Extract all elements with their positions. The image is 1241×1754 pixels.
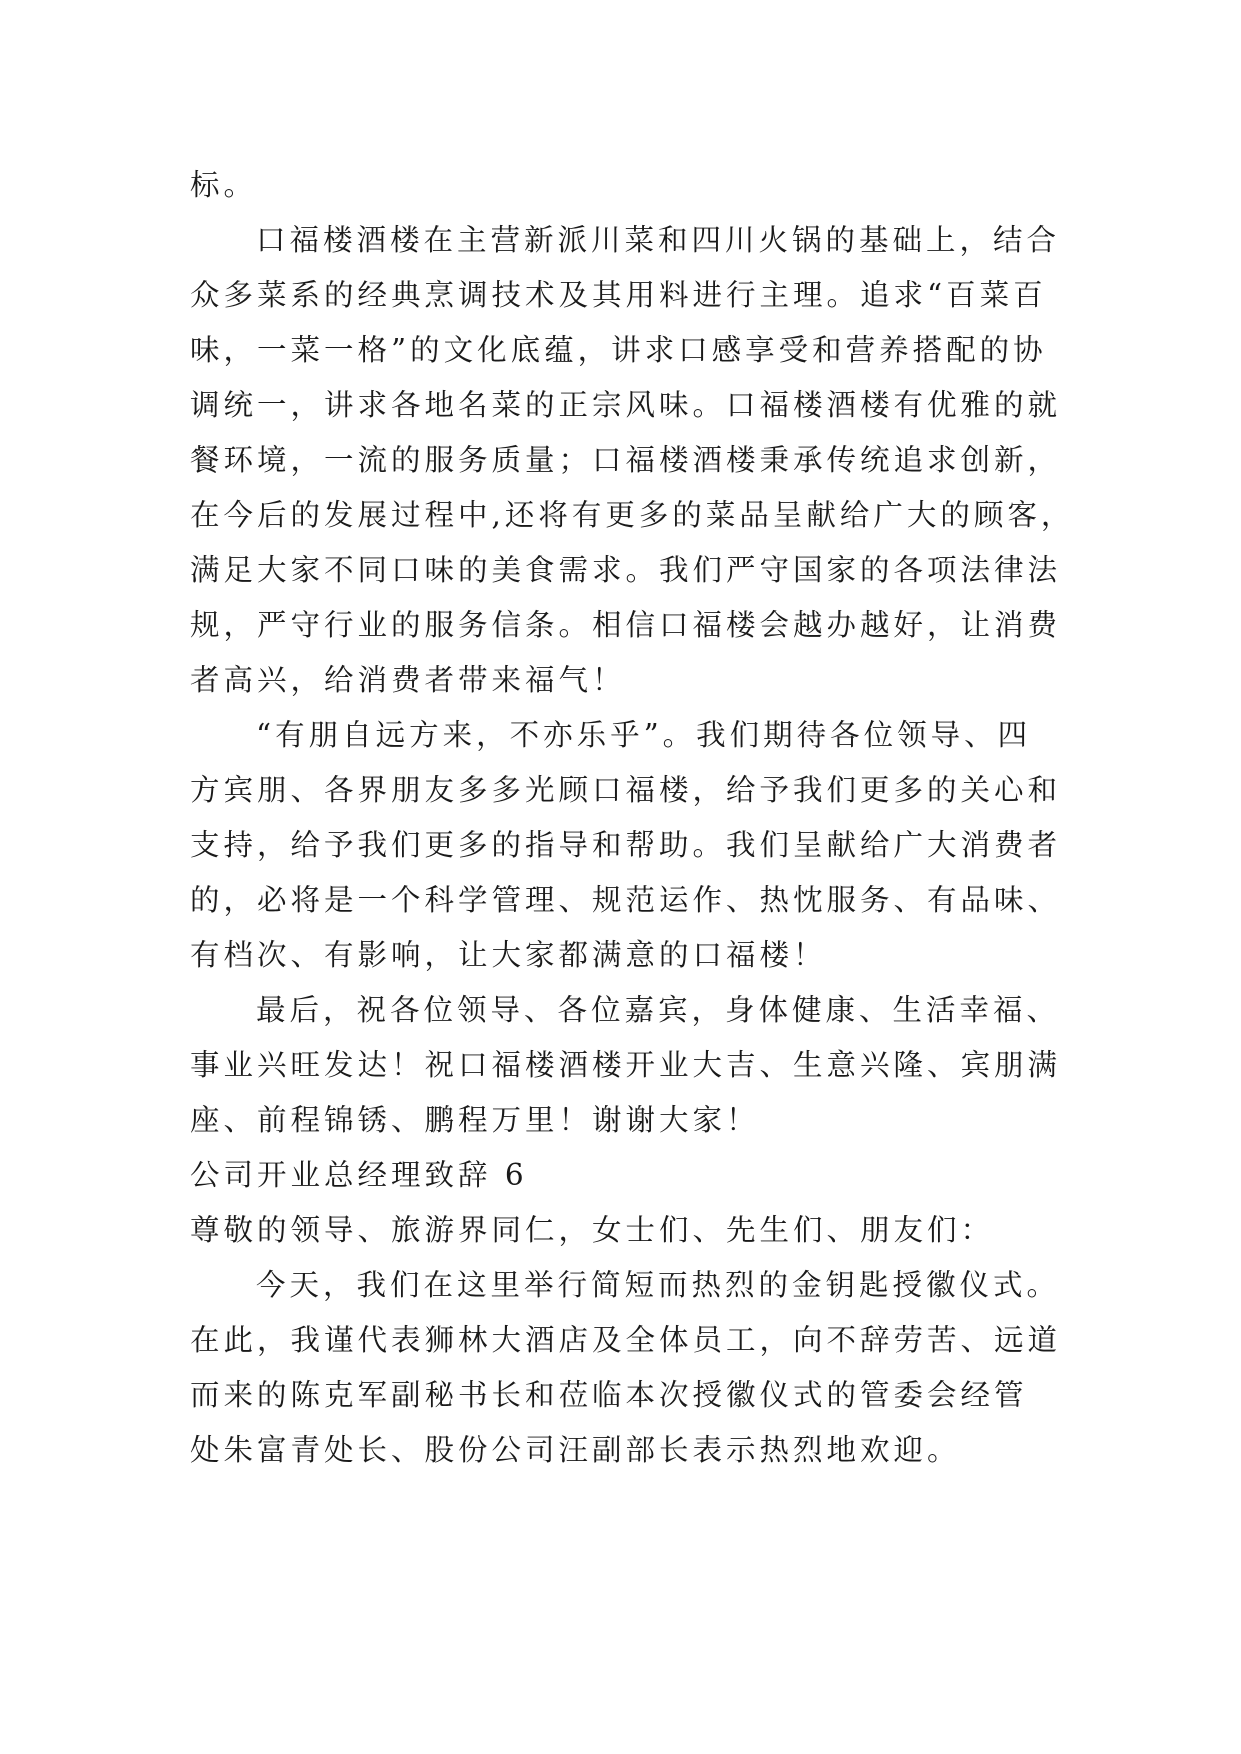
text-line: 规，严守行业的服务信条。相信口福楼会越办越好，让消费 [190,608,1062,642]
section-heading: 公司开业总经理致辞 6 [190,1158,528,1192]
text-line: 标。 [190,168,258,202]
paragraph-start-line: “有朋自远方来，不亦乐乎”。我们期待各位领导、四 [256,718,1032,752]
document-body [190,158,1075,1478]
text-line: 在此，我谨代表狮林大酒店及全体员工，向不辞劳苦、远道 [190,1323,1062,1357]
text-line: 调统一，讲求各地名菜的正宗风味。口福楼酒楼有优雅的就 [190,388,1062,422]
text-line: 事业兴旺发达！祝口福楼酒楼开业大吉、生意兴隆、宾朋满 [190,1048,1062,1082]
text-line: 味，一菜一格”的文化底蕴，讲求口感享受和营养搭配的协 [190,333,1047,367]
paragraph-start-line: 口福楼酒楼在主营新派川菜和四川火锅的基础上，结合 [256,223,1061,257]
text-line: 处朱富青处长、股份公司汪副部长表示热烈地欢迎。 [190,1433,961,1467]
text-line: 有档次、有影响，让大家都满意的口福楼！ [190,938,827,972]
text-line: 方宾朋、各界朋友多多光顾口福楼，给予我们更多的关心和 [190,773,1062,807]
text-line: 者高兴，给消费者带来福气！ [190,663,626,697]
text-line: 众多菜系的经典烹调技术及其用料进行主理。追求“百菜百 [190,278,1047,312]
text-line: 而来的陈克军副秘书长和莅临本次授徽仪式的管委会经管 [190,1378,1028,1412]
text-line: 支持，给予我们更多的指导和帮助。我们呈献给广大消费者 [190,828,1062,862]
text-line: 在今后的发展过程中,还将有更多的菜品呈献给广大的顾客， [190,498,1075,532]
text-line: 的，必将是一个科学管理、规范运作、热忱服务、有品味、 [190,883,1062,917]
salutation-line: 尊敬的领导、旅游界同仁，女士们、先生们、朋友们： [190,1213,995,1247]
text-line: 餐环境，一流的服务质量；口福楼酒楼秉承传统追求创新， [190,443,1062,477]
paragraph-start-line: 今天，我们在这里举行简短而热烈的金钥匙授徽仪式。 [256,1268,1061,1302]
text-line: 座、前程锦锈、鹏程万里！谢谢大家！ [190,1103,760,1137]
text-line: 满足大家不同口味的美食需求。我们严守国家的各项法律法 [190,553,1062,587]
paragraph-start-line: 最后，祝各位领导、各位嘉宾，身体健康、生活幸福、 [256,993,1061,1027]
